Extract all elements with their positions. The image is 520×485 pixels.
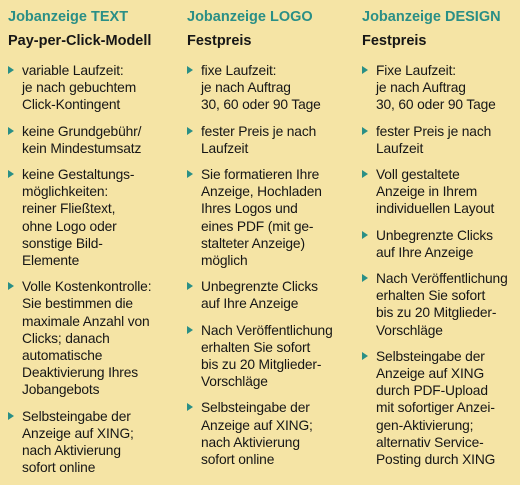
feature-text-line: Ihres Logos und (201, 201, 298, 217)
feature-text-line: kein Mindestumsatz (22, 140, 142, 156)
feature-text-line: Selbsteingabe der (201, 400, 310, 416)
triangle-bullet-icon (187, 66, 193, 74)
feature-text-line: Anzeige in Ihrem (376, 184, 478, 200)
feature-item (8, 62, 176, 114)
feature-text-line: keine Gestaltungs- (22, 167, 135, 183)
feature-text-line: Laufzeit (376, 140, 424, 156)
feature-text-line: bis zu 20 Mitglieder- (376, 305, 497, 321)
feature-text-line: Anzeige auf XING; (22, 425, 134, 441)
feature-text-line: Sie formatieren Ihre (201, 167, 320, 183)
feature-text-line: möglich (201, 253, 248, 269)
triangle-bullet-icon (187, 403, 193, 411)
feature-text-line: je nach gebuchtem (22, 80, 137, 96)
feature-text-line: stalteter Anzeige) (201, 235, 305, 251)
feature-item (187, 278, 353, 312)
feature-item (362, 270, 518, 339)
feature-item (8, 166, 176, 269)
feature-text-line: Volle Kostenkontrolle: (22, 279, 152, 295)
feature-text-line: fixe Laufzeit: (201, 63, 277, 78)
column-design (362, 8, 518, 477)
feature-text-line: auf Ihre Anzeige (376, 244, 474, 260)
feature-text-line: 30, 60 oder 90 Tage (201, 97, 321, 113)
feature-text-line: Posting durch XING (376, 452, 496, 468)
triangle-bullet-icon (8, 170, 14, 178)
feature-item (187, 166, 353, 269)
feature-item (362, 348, 518, 468)
triangle-bullet-icon (362, 127, 368, 135)
feature-text-line: Vorschläge (201, 374, 268, 390)
feature-text-line: Nach Veröffentlichung (201, 322, 333, 338)
triangle-bullet-icon (187, 127, 193, 135)
feature-text-line: möglichkeiten: (22, 184, 109, 200)
feature-text-line: 30, 60 oder 90 Tage (376, 97, 496, 113)
triangle-bullet-icon (8, 66, 14, 74)
feature-item (362, 227, 518, 261)
feature-text-line: Unbegrenzte Clicks (201, 279, 318, 295)
feature-text-line: auf Ihre Anzeige (201, 296, 299, 312)
feature-item (362, 62, 518, 114)
column-subtitle: Festpreis (187, 33, 252, 49)
feature-text-line: reiner Fließtext, (22, 201, 116, 217)
feature-text-line: Nach Veröffentlichung (376, 271, 508, 287)
feature-text-line: Click-Kontingent (22, 97, 121, 113)
feature-item (187, 62, 353, 114)
feature-text-line: sofort online (22, 460, 96, 476)
feature-list (8, 62, 176, 476)
feature-text-line: Deaktivierung Ihres (22, 365, 139, 381)
feature-text-line: Anzeige, Hochladen (201, 184, 322, 200)
feature-list (187, 62, 353, 468)
feature-text-line: Unbegrenzte Clicks (376, 227, 493, 243)
feature-item (187, 322, 353, 391)
feature-item (362, 166, 518, 218)
feature-text-line: keine Grundgebühr/ (22, 123, 142, 139)
feature-text-line: Selbsteingabe der (22, 408, 131, 424)
feature-text-line: Jobangebots (22, 382, 100, 398)
column-title: Jobanzeige TEXT (8, 9, 129, 25)
column-logo (187, 8, 353, 477)
feature-text-line: Anzeige auf XING (376, 366, 485, 382)
feature-text-line: Laufzeit (201, 140, 249, 156)
triangle-bullet-icon (187, 170, 193, 178)
feature-text-line: Sie bestimmen die (22, 296, 133, 312)
feature-text-line: sofort online (201, 452, 275, 468)
feature-item (187, 399, 353, 468)
feature-text-line: Clicks; danach (22, 330, 110, 346)
feature-text-line: nach Aktivierung (201, 434, 300, 450)
triangle-bullet-icon (362, 274, 368, 282)
feature-text-line: Voll gestaltete (376, 167, 460, 183)
column-subtitle: Festpreis (362, 33, 427, 49)
triangle-bullet-icon (187, 326, 193, 334)
triangle-bullet-icon (8, 282, 14, 290)
column-subtitle: Pay-per-Click-Modell (8, 33, 152, 49)
feature-text-line: erhalten Sie sofort (201, 339, 311, 355)
feature-text-line: alternativ Service- (376, 434, 484, 450)
feature-text-line: fester Preis je nach (201, 123, 317, 139)
feature-text-line: Anzeige auf XING; (201, 417, 313, 433)
feature-item (8, 278, 176, 398)
feature-text-line: durch PDF-Upload (376, 383, 488, 399)
feature-text-line: gen-Aktivierung; (376, 417, 474, 433)
triangle-bullet-icon (362, 66, 368, 74)
feature-text-line: Fixe Laufzeit: (376, 63, 456, 78)
feature-item (362, 123, 518, 157)
feature-text-line: Elemente (22, 253, 80, 269)
feature-text-line: automatische (22, 348, 103, 364)
feature-text-line: variable Laufzeit: (22, 63, 124, 78)
triangle-bullet-icon (8, 127, 14, 135)
feature-list (362, 62, 518, 468)
feature-text-line: mit sofortiger Anzei- (376, 400, 495, 416)
triangle-bullet-icon (187, 282, 193, 290)
feature-text-line: ohne Logo oder (22, 218, 117, 234)
column-title: Jobanzeige LOGO (187, 9, 313, 25)
feature-text-line: je nach Auftrag (201, 80, 291, 96)
triangle-bullet-icon (362, 352, 368, 360)
feature-text-line: Selbsteingabe der (376, 348, 485, 364)
triangle-bullet-icon (8, 412, 14, 420)
column-title: Jobanzeige DESIGN (362, 9, 501, 25)
feature-item (8, 123, 176, 157)
feature-text-line: fester Preis je nach (376, 123, 492, 139)
feature-item (8, 408, 176, 477)
feature-text-line: eines PDF (mit ge- (201, 218, 314, 234)
triangle-bullet-icon (362, 170, 368, 178)
triangle-bullet-icon (362, 231, 368, 239)
feature-text-line: nach Aktivierung (22, 443, 121, 459)
feature-text-line: bis zu 20 Mitglieder- (201, 357, 322, 373)
feature-text-line: erhalten Sie sofort (376, 288, 486, 304)
feature-item (187, 123, 353, 157)
feature-text-line: maximale Anzahl von (22, 313, 150, 329)
feature-text-line: Vorschläge (376, 322, 443, 338)
feature-text-line: je nach Auftrag (376, 80, 466, 96)
feature-text-line: sonstige Bild- (22, 235, 103, 251)
feature-text-line: individuellen Layout (376, 201, 495, 217)
column-text (8, 8, 176, 485)
